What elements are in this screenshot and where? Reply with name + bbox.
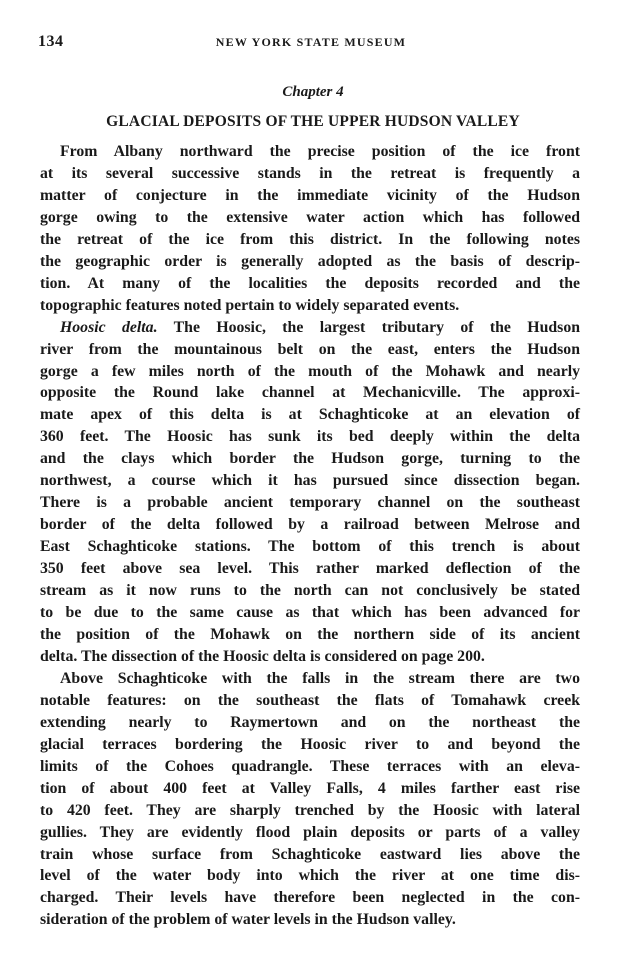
text-line: charged. Their levels have therefore been neglected in the con-: [40, 889, 580, 907]
text-line: opposite the Round lake channel at Mechanicville. The approxi-: [40, 384, 580, 402]
text-line: gorge a few miles north of the mouth of the Mohawk and nearly: [40, 362, 580, 380]
text-line: river from the mountainous belt on the east, enters the Hudson: [40, 340, 580, 358]
chapter-label: Chapter 4: [282, 84, 344, 100]
text-line: matter of conjecture in the immediate vicinity of the Hudson: [40, 186, 580, 204]
text-line: gullies. They are evidently flood plain deposits or parts of a valley: [40, 823, 580, 841]
running-title: NEW YORK STATE MUSEUM: [215, 35, 407, 49]
text-line: tion of about 400 feet at Valley Falls, 4 miles farther east rise: [40, 779, 580, 797]
text-line: mate apex of this delta is at Schaghticoke at an elevation of: [40, 406, 580, 424]
text-line: 360 feet. The Hoosic has sunk its bed deeply within the delta: [40, 428, 580, 446]
text-line: to be due to the same cause as that which has been advanced for: [40, 604, 580, 622]
text-line: border of the delta followed by a railroad between Melrose and: [40, 516, 580, 534]
paragraph: [40, 141, 580, 317]
paragraph: [40, 317, 580, 668]
text-line: to 420 feet. They are sharply trenched by the Hoosic with lateral: [40, 801, 580, 819]
text-line: delta. The dissection of the Hoosic delta is considered on page 200.: [40, 647, 485, 665]
text-line: gorge owing to the extensive water action which has followed: [40, 208, 580, 226]
text-line: From Albany northward the precise position of the ice front: [60, 143, 580, 160]
text-line: and the clays which border the Hudson gorge, turning to the: [40, 450, 580, 468]
text-line: notable features: on the southeast the flats of Tomahawk creek: [40, 691, 580, 709]
text-line: level of the water body into which the river at one time dis-: [40, 867, 580, 885]
paragraph: [40, 668, 580, 931]
text-line: tion. At many of the localities the deposits recorded and the: [40, 274, 580, 292]
text-line: Above Schaghticoke with the falls in the stream there are two: [60, 669, 580, 687]
text-line: There is a probable ancient temporary channel on the southeast: [40, 494, 580, 512]
text-line: 350 feet above sea level. This rather marked deflection of the: [40, 560, 580, 578]
chapter-title: GLACIAL DEPOSITS OF THE UPPER HUDSON VALLEY: [106, 113, 520, 130]
running-head: [38, 33, 584, 55]
page-number: 134: [38, 33, 64, 50]
text-line: limits of the Cohoes quadrangle. These terraces with an eleva-: [40, 757, 580, 775]
text-line: extending nearly to Raymertown and on the northeast the: [40, 713, 580, 731]
text-line: sideration of the problem of water levels in the Hudson valley.: [40, 911, 456, 929]
text-line: the retreat of the ice from this district. In the following notes: [40, 230, 580, 248]
text-line: train whose surface from Schaghticoke eastward lies above the: [40, 845, 580, 863]
text-line: northwest, a course which it has pursued since dissection began.: [40, 472, 580, 490]
text-line: the position of the Mohawk on the northern side of its ancient: [40, 625, 580, 643]
text-line: glacial terraces bordering the Hoosic river to and beyond the: [40, 735, 580, 753]
body-text: [40, 141, 580, 931]
text-line: stream as it now runs to the north can not conclusively be stated: [40, 582, 580, 600]
text-line: at its several successive stands in the retreat is frequently a: [40, 164, 580, 182]
paragraph-lead-rest: The Hoosic, the largest tributary of the Hudson: [157, 318, 580, 336]
text-line: [40, 317, 580, 339]
paragraph-lead: Hoosic delta.: [60, 318, 158, 336]
text-line: East Schaghticoke stations. The bottom of this trench is about: [40, 538, 580, 556]
text-line: the geographic order is generally adopted as the basis of descrip-: [40, 252, 580, 270]
text-line: topographic features noted pertain to widely separated events.: [40, 296, 460, 314]
